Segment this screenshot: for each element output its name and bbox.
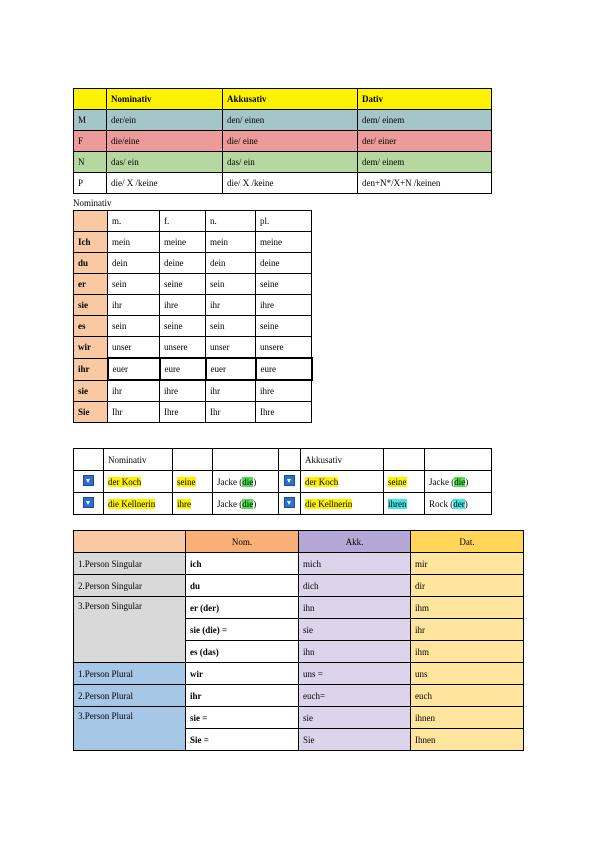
cell: ihnen <box>411 707 524 729</box>
cell: ihr <box>108 295 160 316</box>
cell: das/ ein <box>107 152 223 173</box>
pronoun-cell: sie <box>74 295 108 316</box>
nominativ-label: Nominativ <box>73 198 112 208</box>
cell: Sie <box>299 729 411 751</box>
cell: Ihnen <box>411 729 524 751</box>
cell: F <box>74 131 107 152</box>
icon-cell <box>74 471 104 493</box>
table-row <box>74 380 312 402</box>
article-highlight: die <box>454 476 466 487</box>
cell: wir <box>186 663 299 685</box>
cell: du <box>186 575 299 597</box>
cell <box>104 471 173 493</box>
article-highlight: die <box>242 476 254 487</box>
cell <box>301 493 384 515</box>
table-row <box>74 110 492 131</box>
cell: ihre <box>160 295 206 316</box>
cell: unser <box>108 337 160 359</box>
cell: sie (die) = <box>186 619 299 641</box>
pronoun-cell: du <box>74 253 108 274</box>
person-cell: 2.Person Singular <box>74 575 186 597</box>
header-cell: f. <box>160 211 206 232</box>
header-cell: Nominativ <box>104 449 173 471</box>
table-row <box>74 131 492 152</box>
cell: euer <box>206 358 256 380</box>
possessive-highlight: seine <box>388 476 407 487</box>
pronoun-cell: Ich <box>74 232 108 253</box>
table-row <box>74 173 492 194</box>
cell: der/ein <box>107 110 223 131</box>
cell: dich <box>299 575 411 597</box>
cell: euer <box>108 358 160 380</box>
cell: das/ ein <box>223 152 358 173</box>
possessive-table <box>73 210 313 423</box>
cell: deine <box>256 253 312 274</box>
cell: die/ eine <box>223 131 358 152</box>
cell: er (der) <box>186 597 299 619</box>
personal-pronoun-table <box>73 530 524 751</box>
cell: mich <box>299 553 411 575</box>
table-row <box>74 402 312 423</box>
table-row <box>74 295 312 316</box>
header-cell: n. <box>206 211 256 232</box>
cell: euch <box>411 685 524 707</box>
arrow-down-icon[interactable] <box>284 497 295 508</box>
cell: die/ X /keine <box>223 173 358 194</box>
pronoun-cell: er <box>74 274 108 295</box>
noun-highlight: der Koch <box>108 476 142 487</box>
object-text: Jacke ( <box>217 498 243 509</box>
table-row <box>74 553 524 575</box>
pronoun-cell: Sie <box>74 402 108 423</box>
cell: sie <box>299 707 411 729</box>
person-cell: 3.Person Plural <box>74 707 186 751</box>
article-declension-table <box>73 88 492 194</box>
close-paren: ) <box>253 498 257 509</box>
cell: es (das) <box>186 641 299 663</box>
empty-cell <box>425 449 492 471</box>
table-row <box>74 274 312 295</box>
cell <box>173 471 213 493</box>
cell: ihr <box>206 295 256 316</box>
header-cell: pl. <box>256 211 312 232</box>
table-row <box>74 493 492 515</box>
close-paren: ) <box>253 476 257 487</box>
cell: N <box>74 152 107 173</box>
possessive-highlight: ihren <box>388 498 407 509</box>
cell: ihr <box>206 380 256 402</box>
icon-cell <box>279 493 301 515</box>
cell: Sie = <box>186 729 299 751</box>
cell: uns = <box>299 663 411 685</box>
cell: ihr <box>186 685 299 707</box>
table-header-row <box>74 531 524 553</box>
table-row <box>74 232 312 253</box>
pronoun-cell: es <box>74 316 108 337</box>
table-header-row <box>74 449 492 471</box>
cell: die/ X /keine <box>107 173 223 194</box>
cell: seine <box>256 316 312 337</box>
icon-cell <box>279 471 301 493</box>
header-cell: Dat. <box>411 531 524 553</box>
cell: eure <box>160 358 206 380</box>
cell: Ihr <box>206 402 256 423</box>
cell: den+N*/X+N /keinen <box>358 173 492 194</box>
cell: der/ einer <box>358 131 492 152</box>
cell: P <box>74 173 107 194</box>
cell <box>384 471 425 493</box>
cell: euch= <box>299 685 411 707</box>
cell: sein <box>206 274 256 295</box>
cell: sein <box>206 316 256 337</box>
table-row <box>74 685 524 707</box>
example-sentences-table <box>73 448 492 515</box>
empty-cell <box>74 449 104 471</box>
cell <box>301 471 384 493</box>
cell: den/ einen <box>223 110 358 131</box>
cell: sie = <box>186 707 299 729</box>
table-row <box>74 152 492 173</box>
empty-cell <box>213 449 279 471</box>
person-cell: 1.Person Plural <box>74 663 186 685</box>
table-row <box>74 663 524 685</box>
cell: ihre <box>256 380 312 402</box>
cell: ihn <box>299 597 411 619</box>
cell: die/eine <box>107 131 223 152</box>
table-row <box>74 253 312 274</box>
person-cell: 3.Person Singular <box>74 597 186 663</box>
cell: dem/ einem <box>358 110 492 131</box>
cell <box>213 493 279 515</box>
person-cell: 2.Person Plural <box>74 685 186 707</box>
table-row-highlighted <box>74 358 312 380</box>
header-cell: m. <box>108 211 160 232</box>
possessive-highlight: seine <box>177 476 196 487</box>
empty-cell <box>173 449 213 471</box>
cell: unsere <box>160 337 206 359</box>
cell: ihm <box>411 641 524 663</box>
cell: seine <box>256 274 312 295</box>
cell <box>104 493 173 515</box>
cell: dein <box>108 253 160 274</box>
cell: ihre <box>256 295 312 316</box>
cell: sein <box>108 274 160 295</box>
cell: meine <box>256 232 312 253</box>
header-cell: Akk. <box>299 531 411 553</box>
close-paren: ) <box>464 498 468 509</box>
table-header-row <box>74 89 492 110</box>
header-cell: Nom. <box>186 531 299 553</box>
cell: mir <box>411 553 524 575</box>
cell: meine <box>160 232 206 253</box>
object-text: Jacke ( <box>217 476 243 487</box>
header-cell: Akkusativ <box>223 89 358 110</box>
empty-cell <box>279 449 301 471</box>
article-highlight: die <box>242 498 254 509</box>
cell: sie <box>299 619 411 641</box>
header-cell: Dativ <box>358 89 492 110</box>
cell: dem/ einem <box>358 152 492 173</box>
table-row <box>74 316 312 337</box>
cell: Ihre <box>160 402 206 423</box>
pronoun-cell: ihr <box>74 358 108 380</box>
noun-highlight: die Kellnerin <box>305 498 353 509</box>
cell <box>425 471 492 493</box>
noun-highlight: die Kellnerin <box>108 498 156 509</box>
person-cell: 1.Person Singular <box>74 553 186 575</box>
cell: seine <box>160 316 206 337</box>
cell <box>173 493 213 515</box>
cell: ihre <box>160 380 206 402</box>
table-row <box>74 337 312 359</box>
noun-highlight: der Koch <box>305 476 339 487</box>
cell: mein <box>206 232 256 253</box>
close-paren: ) <box>465 476 469 487</box>
cell: mein <box>108 232 160 253</box>
table-row <box>74 575 524 597</box>
header-cell: Akkusativ <box>301 449 384 471</box>
header-cell <box>74 89 107 110</box>
empty-cell <box>384 449 425 471</box>
icon-cell <box>74 493 104 515</box>
cell: dein <box>206 253 256 274</box>
cell <box>384 493 425 515</box>
table-row <box>74 707 524 729</box>
cell: sein <box>108 316 160 337</box>
object-text: Rock ( <box>429 498 454 509</box>
cell: uns <box>411 663 524 685</box>
cell <box>213 471 279 493</box>
arrow-down-icon[interactable] <box>284 475 295 486</box>
header-cell <box>74 211 108 232</box>
table-row <box>74 597 524 619</box>
cell: ich <box>186 553 299 575</box>
cell: seine <box>160 274 206 295</box>
article-highlight: der <box>453 498 465 509</box>
cell: ihn <box>299 641 411 663</box>
cell: ihr <box>411 619 524 641</box>
cell: unser <box>206 337 256 359</box>
cell: dir <box>411 575 524 597</box>
cell: Ihr <box>108 402 160 423</box>
table-row <box>74 471 492 493</box>
cell: ihr <box>108 380 160 402</box>
arrow-down-icon[interactable] <box>83 475 94 486</box>
cell: eure <box>256 358 312 380</box>
object-text: Jacke ( <box>429 476 455 487</box>
cell: ihm <box>411 597 524 619</box>
cell <box>425 493 492 515</box>
cell: M <box>74 110 107 131</box>
cell: unsere <box>256 337 312 359</box>
cell: deine <box>160 253 206 274</box>
possessive-highlight: ihre <box>177 498 191 509</box>
header-cell: Nominativ <box>107 89 223 110</box>
pronoun-cell: wir <box>74 337 108 359</box>
pronoun-cell: sie <box>74 380 108 402</box>
header-cell <box>74 531 186 553</box>
arrow-down-icon[interactable] <box>83 497 94 508</box>
table-header-row <box>74 211 312 232</box>
cell: Ihre <box>256 402 312 423</box>
